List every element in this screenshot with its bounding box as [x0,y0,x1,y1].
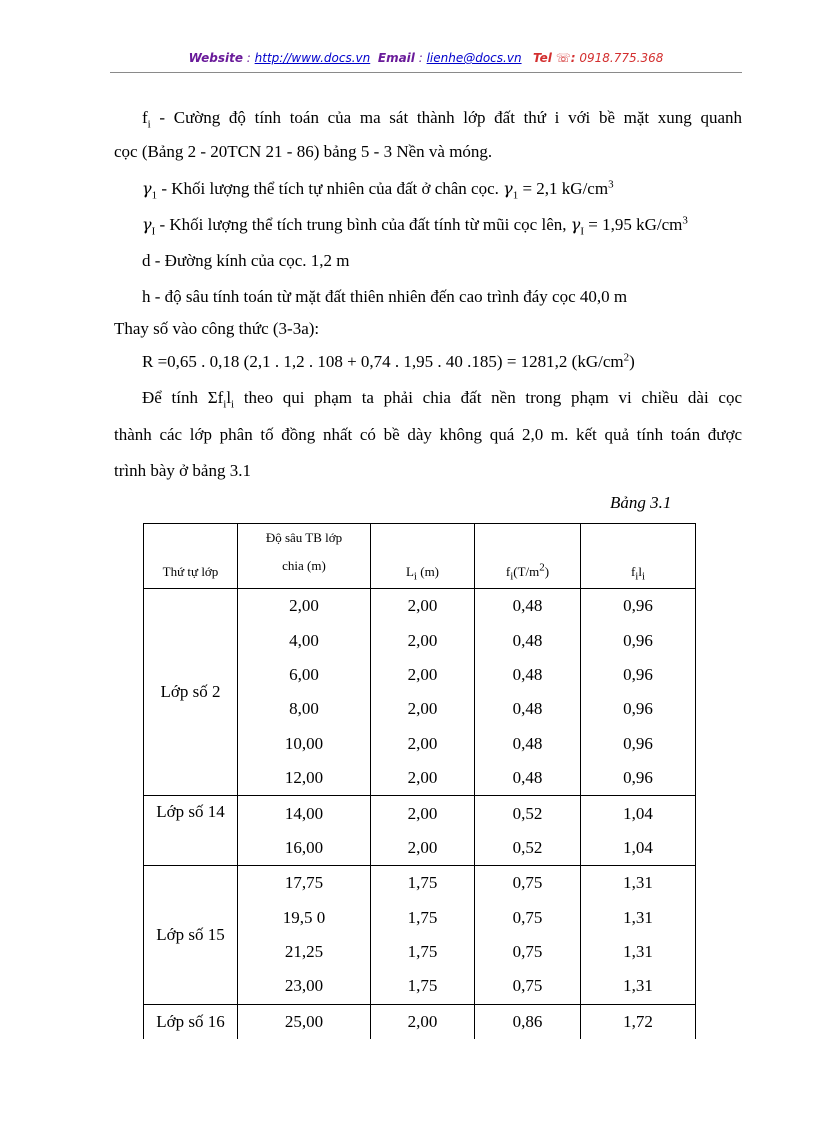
fi-cell: 0,48 [475,761,581,796]
depth-cell: 21,25 [238,935,371,969]
li-cell: 2,00 [371,727,475,761]
header-depth: Độ sâu TB lớp chia (m) [238,524,371,589]
website-label: Website [188,51,243,65]
fi-cell: 0,48 [475,727,581,761]
header-layer-order: Thứ tự lớp [144,524,238,589]
tel-label: Tel [533,51,552,65]
li-cell: 2,00 [371,796,475,831]
li-cell: 2,00 [371,1004,475,1039]
li-cell: 1,75 [371,969,475,1004]
header-fili: $f_il_i$ [581,524,696,589]
layer-name-cell: Lớp số 16 [144,1004,238,1039]
fili-cell: 1,31 [581,935,696,969]
h-definition: h - độ sâu tính toán từ mặt đất thiên nhiên đến cao trình đáy cọc 40,0 m [142,287,628,306]
fili-cell: 1,04 [581,831,696,866]
depth-cell: 12,00 [238,761,371,796]
depth-cell: 6,00 [238,658,371,692]
li-cell: 1,75 [371,935,475,969]
fili-cell: 0,96 [581,658,696,692]
fi-cell: 0,86 [475,1004,581,1039]
depth-cell: 19,5 0 [238,901,371,935]
fili-cell: 0,96 [581,761,696,796]
depth-cell: 4,00 [238,623,371,657]
fili-cell: 1,04 [581,796,696,831]
fi-definition-line-1: $f_i$ - Cường độ tính toán của ma sát thành lớp đất thứ i với bề mặt xung quanh [142,108,743,131]
fili-cell: 1,31 [581,969,696,1004]
website-link[interactable]: http://www.docs.vn [254,51,371,65]
table-row [144,796,696,831]
depth-cell: 10,00 [238,727,371,761]
li-cell: 2,00 [371,831,475,866]
gamma1-definition: $\gamma_1$ - Khối lượng thể tích tự nhiên của đất ở chân cọc. $\gamma_1 = 2,1$ $kG/cm^3$ [142,178,614,202]
fi-cell: 0,52 [475,796,581,831]
fili-cell: 1,31 [581,866,696,901]
table-row [144,1004,696,1039]
li-cell: 1,75 [371,866,475,901]
depth-cell: 14,00 [238,796,371,831]
sum-intro-line-3: trình bày ở bảng 3.1 [114,461,251,480]
fi-cell: 0,48 [475,692,581,726]
fi-cell: 0,75 [475,935,581,969]
table-header-row [144,524,696,589]
sum-intro-line-1: Để tính $\Sigma f_il_i$ theo qui phạm ta phải chia đất nền trong phạm vi chiều dài cọc [142,388,742,411]
depth-cell: 25,00 [238,1004,371,1039]
tel-number: 0918.775.368 [579,51,664,65]
document-header: Website : http://www.docs.vn Email : lienhe@docs.vn Tel ☏: 0918.775.368 [188,51,664,65]
d-definition: d - Đường kính của cọc. 1,2 m [142,251,350,270]
header-li: $L_i$ (m) [371,524,475,589]
email-label: Email [377,51,415,65]
layer-name-cell: Lớp số 14 [144,796,238,866]
fi-cell: 0,75 [475,901,581,935]
depth-cell: 8,00 [238,692,371,726]
fi-cell: 0,48 [475,658,581,692]
fili-cell: 1,72 [581,1004,696,1039]
li-cell: 1,75 [371,901,475,935]
gammaI-definition: $\gamma_I$ - Khối lượng thể tích trung bình của đất tính từ mũi cọc lên, $\gamma_I = 1,95$ $kG/cm^3$ [142,214,688,238]
email-link[interactable]: lienhe@docs.vn [426,51,522,65]
formula-line: R =0,65 . 0,18 (2,1 . 1,2 . 108 + 0,74 . 1,95 . 40 .185) = 1281,2 $(kG/cm^2)$ [142,351,635,371]
fi-cell: 0,52 [475,831,581,866]
li-cell: 2,00 [371,761,475,796]
depth-cell: 16,00 [238,831,371,866]
header-divider [110,72,742,73]
layer-name-cell: Lớp số 15 [144,866,238,1005]
li-cell: 2,00 [371,589,475,624]
depth-cell: 17,75 [238,866,371,901]
fi-cell: 0,48 [475,623,581,657]
fi-cell: 0,75 [475,866,581,901]
sum-intro-line-2: thành các lớp phân tố đồng nhất có bề dày không quá 2,0 m. kết quả tính toán được [114,425,742,444]
table-row [144,589,696,624]
fili-cell: 0,96 [581,692,696,726]
fili-cell: 0,96 [581,623,696,657]
depth-cell: 23,00 [238,969,371,1004]
table-caption: Bảng 3.1 [610,493,672,512]
fi-cell: 0,75 [475,969,581,1004]
fili-cell: 0,96 [581,589,696,624]
fili-cell: 0,96 [581,727,696,761]
phone-icon: ☏: [555,51,576,65]
li-cell: 2,00 [371,658,475,692]
li-cell: 2,00 [371,623,475,657]
fili-cell: 1,31 [581,901,696,935]
layer-name-cell: Lớp số 2 [144,589,238,796]
depth-cell: 2,00 [238,589,371,624]
li-cell: 2,00 [371,692,475,726]
results-table [143,523,696,1039]
fi-cell: 0,48 [475,589,581,624]
table-row [144,866,696,901]
substitute-text: Thay số vào công thức (3-3a): [114,319,320,338]
fi-definition-line-2: cọc (Bảng 2 - 20TCN 21 - 86) bảng 5 - 3 Nền và móng. [114,142,493,161]
header-fi: $f_i(T/m^2)$ [475,524,581,589]
